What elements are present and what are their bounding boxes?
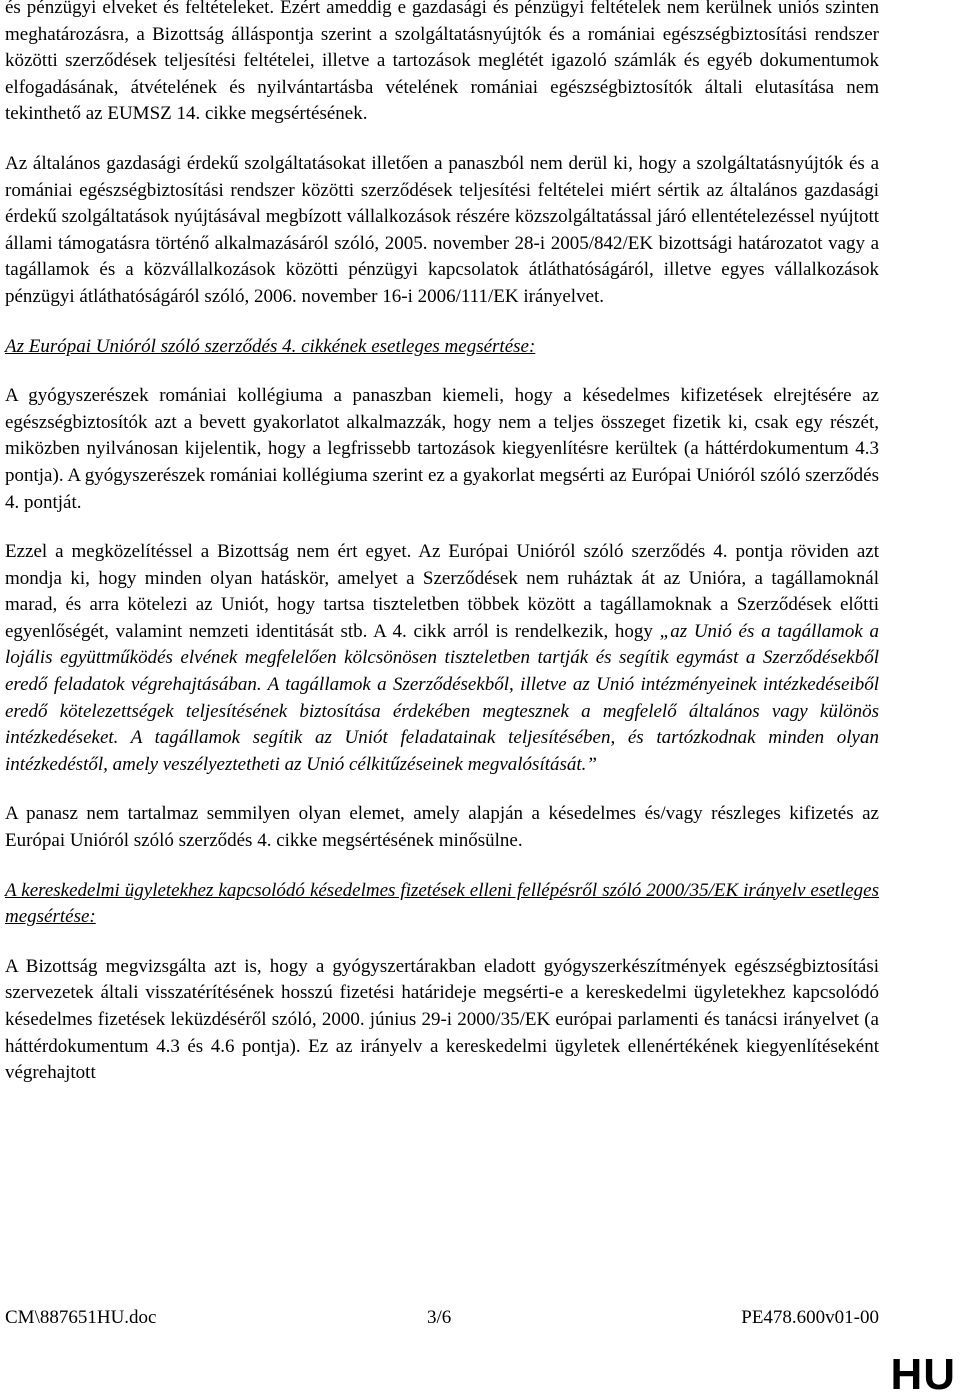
footer-document-reference: CM\887651HU.doc: [5, 1307, 157, 1328]
paragraph-commission-view-text: Ezzel a megközelítéssel a Bizottság nem ért egyet. Az Európai Unióról szóló szerződés 4. pontja röviden azt mondja ki, hogy minden olyan hatáskör, amelyet a Szerződések nem ruháztak át az Unióra, a tagállamoknál marad, és arra kötelezi az Uniót, hogy tartsa tiszteletben többek között a tagállamoknak a Szerződések előtti egyenlőségét, valamint nemzeti identitását stb. A 4. cikk arról is rendelkezik, hogy: [5, 541, 879, 642]
paragraph-late-payment-directive: A Bizottság megvizsgálta azt is, hogy a gyógyszertárakban eladott gyógyszerkészítmények egészségbiztosítási szervezetek általi visszatérítésének hosszú fizetési határideje megsérti-e a kereskedelmi ügyletekhez kapcsolódó késedelmes fizetések leküzdéséről szóló, 2000. június 29-i 2000/35/EK európai parlamenti és tanácsi irányelvet (a háttérdokumentum 4.3 és 4.6 pontja). Ez az irányelv a kereskedelmi ügyletek ellenértékének kiegyenlítéseként végrehajtott: [5, 955, 879, 1084]
section-heading-teu-article-4: Az Európai Unióról szóló szerződés 4. cikkének esetleges megsértése:: [5, 335, 536, 357]
section-heading-directive-2000-35: A kereskedelmi ügyletekhez kapcsolódó késedelmes fizetések elleni fellépésről szóló 2000/35/EK irányelv esetleges megsértése:: [5, 879, 879, 928]
paragraph-pharmacists-complaint: A gyógyszerészek romániai kollégiuma a panaszban kiemeli, hogy a késedelmes kifizetések elrejtésére az egészségbiztosítók azt a bevett gyakorlatot alkalmazzák, hogy nem a teljes összeget fizetik ki, csak egy részét, miközben nyilvánosan kijelentik, hogy a legfrissebb tartozások kiegyenlítésre kerültek (a háttérdokumentum 4.3 pontja). A gyógyszerészek romániai kollégiuma szerint ez a gyakorlat megsérti az Európai Unióról szóló szerződés 4. pontját.: [5, 385, 879, 513]
document-body: [5, 0, 879, 1087]
paragraph-commission-view: [5, 539, 879, 778]
paragraph-conclusion-art14: és pénzügyi elveket és feltételeket. Ezért ameddig e gazdasági és pénzügyi feltételek nem kerülnek uniós szinten meghatározásra, a Bizottság álláspontja szerint a szolgáltatásnyújtók és a romániai egészségbiztosítási rendszer közötti szerződések teljesítési feltételei, illetve a tartozások meglétét igazoló számlák és egyéb dokumentumok elfogadásának, átvételének és nyilvántartásba vételének romániai egészségbiztosítók általi elutasítása nem tekinthető az EUMSZ 14. cikke megsértésének.: [5, 0, 879, 125]
teu-article-4-quote: „az Unió és a tagállamok a lojális együttműködés elvének megfelelően kölcsönösen tiszteletben tartják és segítik egymást a Szerződésekből eredő feladatok végrehajtásában. A tagállamok a Szerződésekből, illetve az Unió intézményeinek intézkedéseiből eredő kötelezettségek teljesítésének biztosítása érdekében megtesznek a megfelelő általános vagy különös intézkedéseket. A tagállamok segítik az Uniót feladatainak teljesítésében, és tartózkodnak minden olyan intézkedéstől, amely veszélyeztetheti az Unió célkitűzéseinek megvalósítását.”: [5, 620, 879, 775]
footer-pe-reference: PE478.600v01-00: [741, 1307, 879, 1328]
paragraph-sgei: Az általános gazdasági érdekű szolgáltatásokat illetően a panaszból nem derül ki, hogy a szolgáltatásnyújtók és a romániai egészségbiztosítási rendszer közötti szerződések teljesítési feltételei miért sértik az általános gazdasági érdekű szolgáltatások nyújtásával megbízott vállalkozások részére közszolgáltatással járó ellentételezéssel nyújtott állami támogatásra történő alkalmazásáról szóló, 2005. november 28-i 2005/842/EK bizottsági határozatot vagy a tagállamok és a közvállalkozások közötti pénzügyi kapcsolatok átláthatóságáról, illetve egyes vállalkozások pénzügyi átláthatóságáról szóló, 2006. november 16-i 2006/111/EK irányelvet.: [5, 152, 879, 307]
paragraph-no-infringement: A panasz nem tartalmaz semmilyen olyan elemet, amely alapján a késedelmes és/vagy részleges kifizetés az Európai Unióról szóló szerződés 4. cikke megsértésének minősülne.: [5, 803, 879, 852]
language-code: HU: [890, 1350, 956, 1399]
page-footer: [5, 1303, 879, 1333]
footer-page-number: 3/6: [427, 1307, 452, 1328]
